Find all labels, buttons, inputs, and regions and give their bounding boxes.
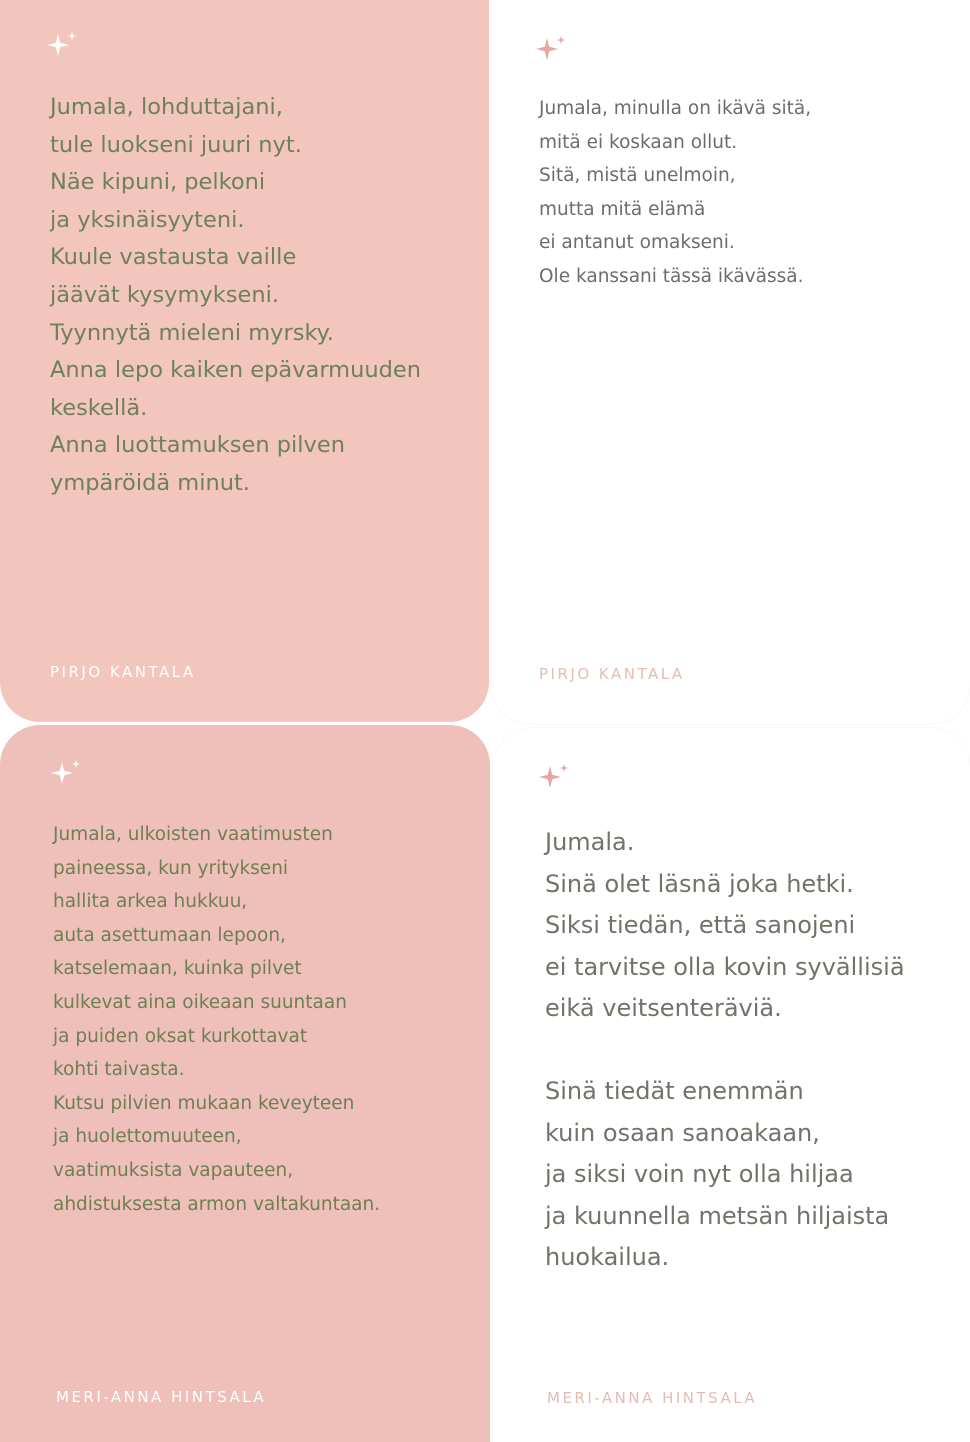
poem-text: Jumala, minulla on ikävä sitä, mitä ei koskaan ollut. Sitä, mistä unelmoin, mutta mitä elämä ei antanut omakseni. Ole kanssani tässä ikävässä. <box>539 98 812 287</box>
poem-text: Jumala. Sinä olet läsnä joka hetki. Siksi tiedän, että sanojeni ei tarvitse olla kovin syvällisiä eikä veitsenteräviä. Sinä tiedät enemmän kuin osaan sanoakaan, ja siksi voin nyt olla hiljaa ja kuunnella metsän hiljaista huokailua. <box>545 828 905 1271</box>
sparkle-icon <box>535 34 569 64</box>
author-name: MERI-ANNA HINTSALA <box>547 1389 758 1407</box>
prayer-card-meri-anna-2 <box>493 728 970 1442</box>
sparkle-icon <box>538 762 572 792</box>
sparkle-icon <box>50 758 84 788</box>
prayer-card-pirjo-1 <box>0 0 489 722</box>
prayer-card-meri-anna-1 <box>0 725 490 1442</box>
poem-text: Jumala, ulkoisten vaatimusten paineessa, kun yritykseni hallita arkea hukkuu, auta asettumaan lepoon, katselemaan, kuinka pilvet kulkevat aina oikeaan suuntaan ja puiden oksat kurkottavat kohti taivasta. Kutsu pilvien mukaan keveyteen ja huolettomuuteen, vaatimuksista vapauteen, ahdistuksesta armon valtakuntaan. <box>53 824 381 1215</box>
author-name: PIRJO KANTALA <box>539 665 685 683</box>
poem-text: Jumala, lohduttajani, tule luokseni juuri nyt. Näe kipuni, pelkoni ja yksinäisyyteni. Kuule vastausta vaille jäävät kysymykseni. Tyynnytä mieleni myrsky. Anna lepo kaiken epävarmuuden keskellä. Anna luottamuksen pilven ympäröidä minut. <box>50 94 421 496</box>
author-name: MERI-ANNA HINTSALA <box>56 1388 267 1406</box>
author-name: PIRJO KANTALA <box>50 663 196 681</box>
prayer-card-pirjo-2 <box>491 0 970 724</box>
sparkle-icon <box>46 30 80 60</box>
